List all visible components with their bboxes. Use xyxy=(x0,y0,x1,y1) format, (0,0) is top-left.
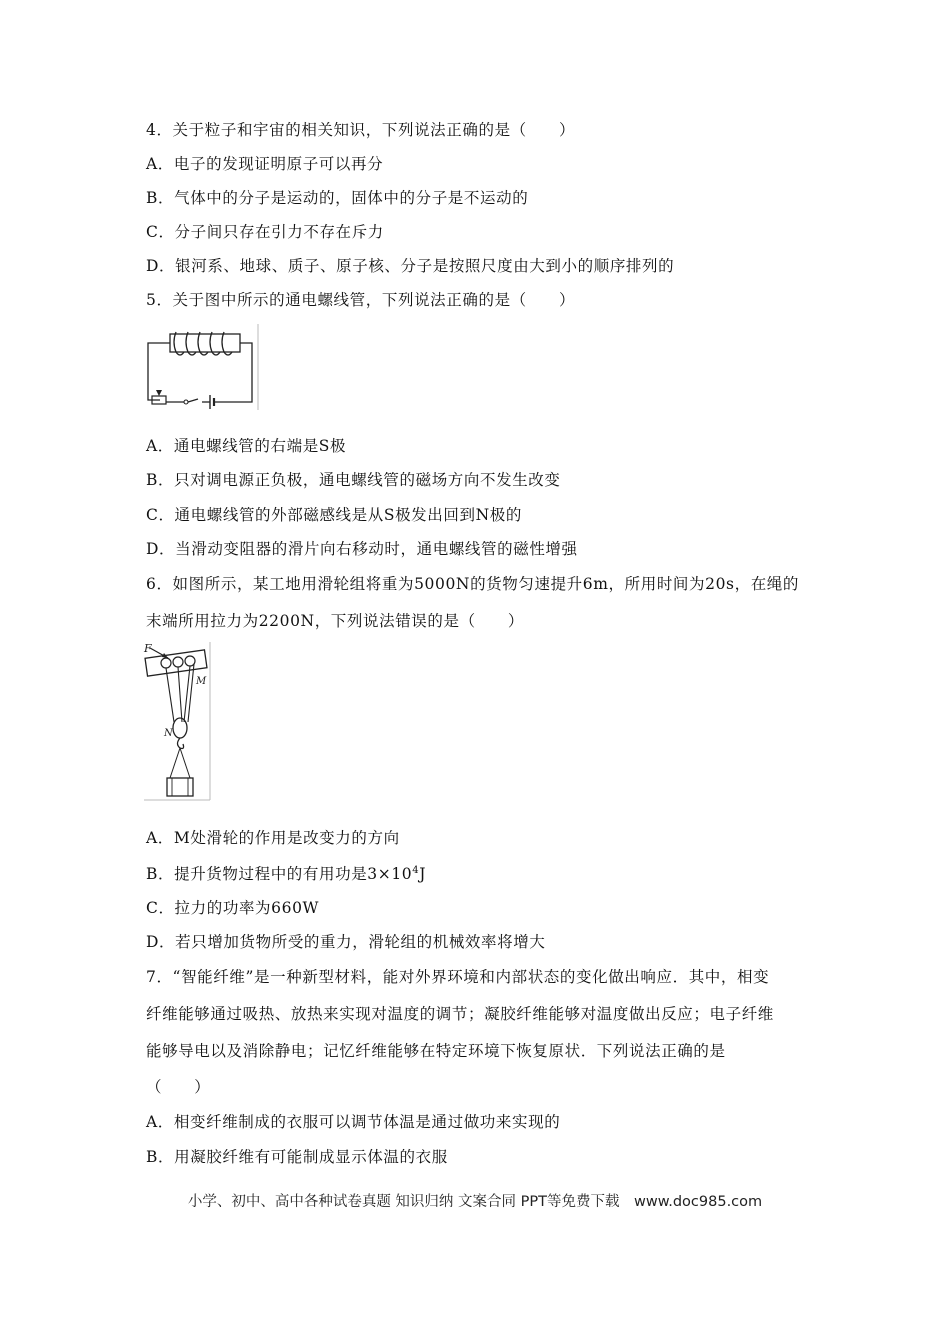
q5-stem: 5．关于图中所示的通电螺线管，下列说法正确的是（ ） xyxy=(146,291,576,309)
q7-stem-line4: （ ） xyxy=(146,1078,211,1096)
q7-stem-line3: 能够导电以及消除静电；记忆纤维能够在特定环境下恢复原状．下列说法正确的是 xyxy=(146,1042,726,1060)
page-footer: 小学、初中、高中各种试卷真题 知识归纳 文案合同 PPT等免费下载 www.doc985.com xyxy=(187,1194,763,1210)
q5-option-d: D．当滑动变阻器的滑片向右移动时，通电螺线管的磁性增强 xyxy=(146,540,578,558)
q5-option-a: A．通电螺线管的右端是S极 xyxy=(146,437,347,455)
q6-stem-line2: 末端所用拉力为2200N，下列说法错误的是（ ） xyxy=(146,612,525,630)
q4-stem: 4．关于粒子和宇宙的相关知识，下列说法正确的是（ ） xyxy=(146,121,576,139)
pulley-label-m: M xyxy=(196,676,207,687)
q6-option-d: D．若只增加货物所受的重力，滑轮组的机械效率将增大 xyxy=(146,933,546,951)
q7-option-b: B．用凝胶纤维有可能制成显示体温的衣服 xyxy=(146,1148,448,1166)
q5-option-c: C．通电螺线管的外部磁感线是从S极发出回到N极的 xyxy=(146,506,522,524)
q5-option-b: B．只对调电源正负极，通电螺线管的磁场方向不发生改变 xyxy=(146,471,561,489)
force-label-f: F xyxy=(144,642,152,655)
solenoid-circuit-figure xyxy=(140,322,262,412)
q7-stem-line1: 7．“智能纤维”是一种新型材料，能对外界环境和内部状态的变化做出响应．其中，相变 xyxy=(146,968,770,986)
q4-option-a: A．电子的发现证明原子可以再分 xyxy=(146,155,384,173)
q6-option-c: C．拉力的功率为660W xyxy=(146,899,320,917)
q6-stem-line1: 6．如图所示，某工地用滑轮组将重为5000N的货物匀速提升6m，所用时间为20s，在绳的 xyxy=(146,575,800,593)
q7-option-a: A．相变纤维制成的衣服可以调节体温是通过做功来实现的 xyxy=(146,1113,561,1131)
q4-option-d: D．银河系、地球、质子、原子核、分子是按照尺度由大到小的顺序排列的 xyxy=(146,257,675,275)
q4-option-c: C．分子间只存在引力不存在斥力 xyxy=(146,223,384,241)
pulley-system-figure xyxy=(140,640,215,805)
q6-option-b: B．提升货物过程中的有用功是$3\times 10^4J$ xyxy=(146,864,427,883)
q7-stem-line2: 纤维能够通过吸热、放热来实现对温度的调节；凝胶纤维能够对温度做出反应；电子纤维 xyxy=(146,1005,774,1023)
q6-option-a: A．M处滑轮的作用是改变力的方向 xyxy=(146,829,400,847)
q4-option-b: B．气体中的分子是运动的，固体中的分子是不运动的 xyxy=(146,189,529,207)
pulley-label-n: N xyxy=(164,728,173,739)
